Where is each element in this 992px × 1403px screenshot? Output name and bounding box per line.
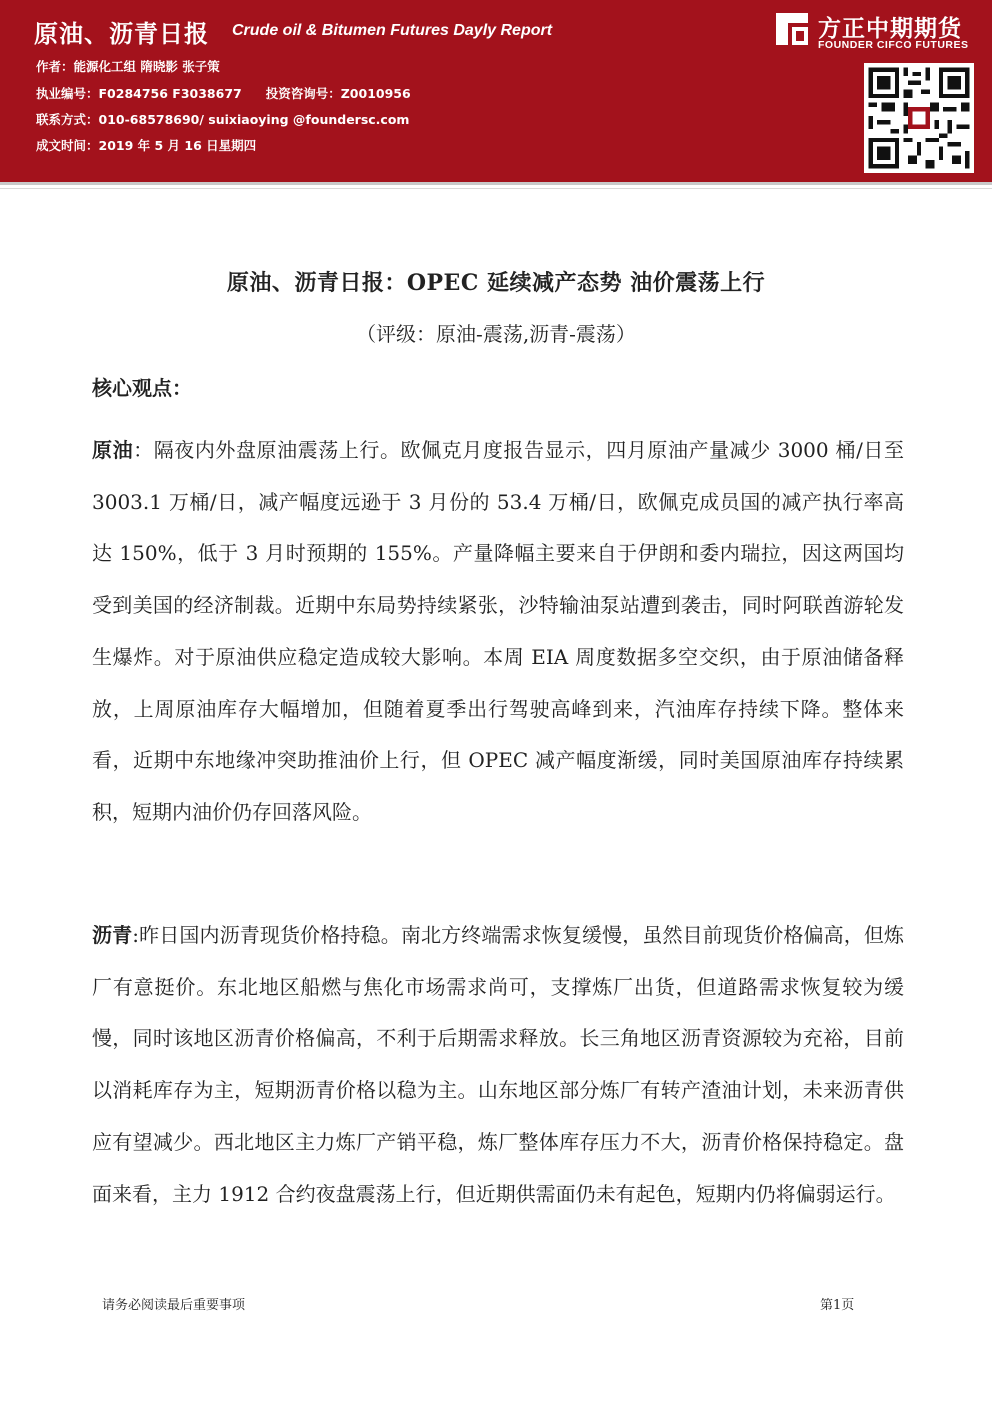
header-divider-thin: [0, 188, 992, 189]
brand-name-cn: 方正中期期货: [818, 16, 962, 42]
report-header: [0, 0, 992, 182]
bitumen-text: :昨日国内沥青现货价格持稳。南北方终端需求恢复缓慢，虽然目前现货价格偏高，但炼厂有意挺价。东北地区船燃与焦化市场需求尚可，支撑炼厂出货，但道路需求恢复较为缓慢，同时该地区沥青价格偏高，不利于后期需求释放。长三角地区沥青资源较为充裕，目前以消耗库存为主，短期沥青价格以稳为主。山东地区部分炼厂有转产渣油计划，未来沥青供应有望减少。西北地区主力炼厂产销平稳，炼厂整体库存压力不大，沥青价格保持稳定。盘面来看，主力 1912 合约夜盘震荡上行，但近期供需面仍未有起色，短期内仍将偏弱运行。: [92, 923, 904, 1206]
crude-text: ：隔夜内外盘原油震荡上行。欧佩克月度报告显示，四月原油产量减少 3000 桶/日至 3003.1 万桶/日，减产幅度远逊于 3 月份的 53.4 万桶/日，欧佩克成员国的减产执行率高达 150%，低于 3 月时预期的 155%。产量降幅主要来自于伊朗和委内瑞拉，因这两国均受到美国的经济制裁。近期中东局势持续紧张，沙特输油泵站遭到袭击，同时阿联酋游轮发生爆炸。对于原油供应稳定造成较大影响。本周 EIA 周度数据多空交织，由于原油储备释放，上周原油库存大幅增加，但随着夏季出行驾驶高峰到来，汽油库存持续下降。整体来看，近期中东地缘冲突助推油价上行，但 OPEC 减产幅度渐缓，同时美国原油库存持续累积，短期内油价仍存回落风险。: [92, 438, 904, 824]
author-line: [36, 57, 228, 75]
section-heading: 核心观点：: [92, 376, 192, 400]
contact: 010-68578690/ suixiaoying @foundersc.com: [98, 112, 410, 127]
license-line: [36, 84, 419, 102]
qr-code-icon: [864, 63, 974, 173]
advisory-label: 投资咨询号：: [265, 86, 341, 101]
crude-lead: 原油: [92, 438, 134, 462]
date-label: 成文时间：: [36, 138, 99, 153]
report-title-cn: 原油、沥青日报: [34, 20, 209, 48]
rating: （评级：原油-震荡,沥青-震荡）: [356, 322, 636, 346]
bitumen-paragraph: [92, 910, 904, 1220]
authors: 能源化工组 隋晓影 张子策: [73, 59, 220, 74]
contact-label: 联系方式：: [36, 112, 99, 127]
founder-logo-icon: [772, 11, 812, 47]
brand-name-en: FOUNDER CIFCO FUTURES: [818, 39, 969, 51]
footer-notice: 请务必阅读最后重要事项: [102, 1298, 246, 1313]
date: 2019 年 5 月 16 日星期四: [98, 138, 257, 153]
contact-line: [36, 110, 417, 128]
report-title-en: Crude oil & Bitumen Futures Dayly Report: [232, 22, 553, 39]
author-label: 作者：: [36, 59, 74, 74]
license-numbers: F0284756 F3038677: [98, 86, 242, 101]
document-title: 原油、沥青日报：OPEC 延续减产态势 油价震荡上行: [226, 270, 766, 296]
header-divider: [0, 182, 992, 185]
page-number: 第1页: [820, 1298, 855, 1313]
crude-paragraph: [92, 425, 904, 839]
bitumen-lead: 沥青: [92, 923, 133, 947]
date-line: [36, 136, 264, 154]
advisory-number: Z0010956: [340, 86, 411, 101]
license-label: 执业编号：: [36, 86, 99, 101]
